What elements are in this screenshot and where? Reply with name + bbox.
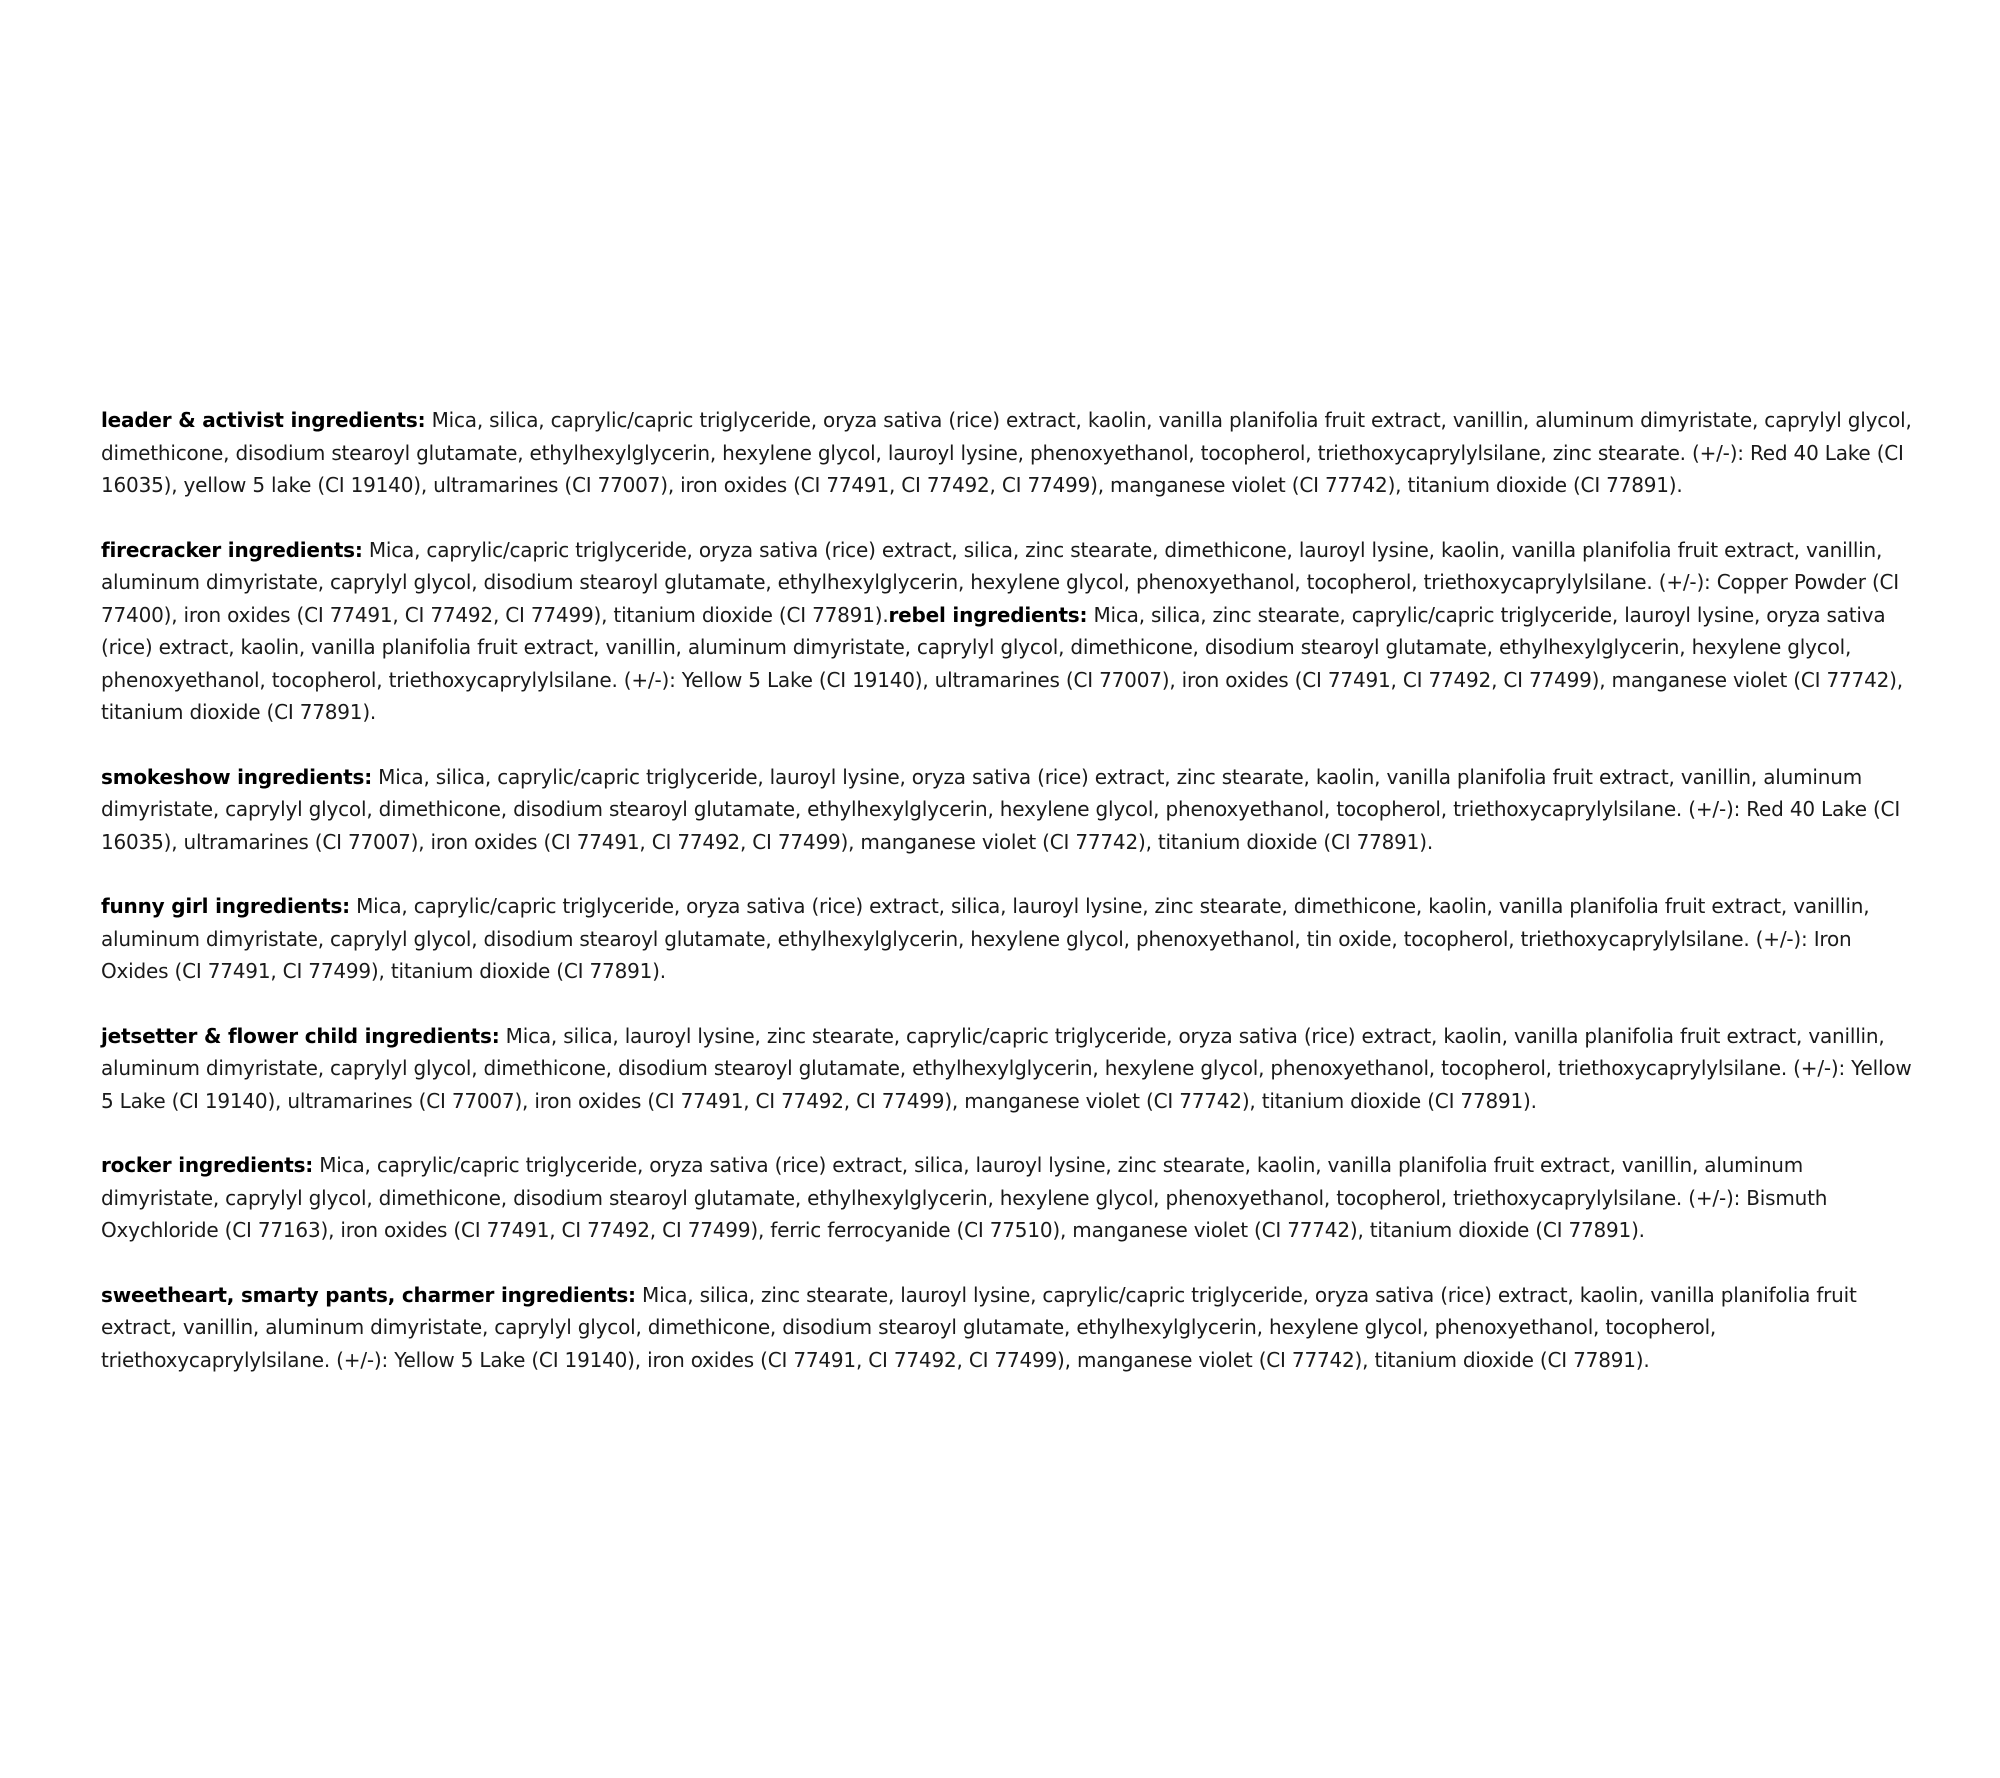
shade-name: funny girl ingredients:	[101, 894, 350, 918]
ingredients-paragraph-rocker	[101, 1149, 1916, 1247]
shade-name: rebel ingredients:	[888, 602, 1088, 627]
shade-name: leader & activist ingredients:	[101, 408, 426, 432]
ingredient-list: Mica, caprylic/capric triglyceride, oryza sativa (rice) extract, silica, lauroyl lysine, zinc stearate, dimethicone, kaolin, vanilla planifolia fruit extract, vanillin, aluminum dimyristate, caprylyl glycol, disodium stearoyl glutamate, ethylhexylglycerin, hexylene glycol, phenoxyethanol, tin oxide, tocopherol, triethoxycaprylylsilane. (+/-): Iron Oxides (CI 77491, CI 77499), titanium dioxide (CI 77891).	[101, 894, 1870, 983]
ingredient-list: Mica, silica, lauroyl lysine, zinc stearate, caprylic/capric triglyceride, oryza sativa (rice) extract, kaolin, vanilla planifolia fruit extract, vanillin, aluminum dimyristate, caprylyl glycol, dimethicone, disodium stearoyl glutamate, ethylhexylglycerin, hexylene glycol, phenoxyethanol, tocopherol, triethoxycaprylylsilane. (+/-): Yellow 5 Lake (CI 19140), ultramarines (CI 77007), iron oxides (CI 77491, CI 77492, CI 77499), manganese violet (CI 77742), titanium dioxide (CI 77891).	[101, 1023, 1912, 1113]
ingredient-list: Mica, silica, caprylic/capric triglyceride, oryza sativa (rice) extract, kaolin, vanilla planifolia fruit extract, vanillin, aluminum dimyristate, caprylyl glycol, dimethicone, disodium stearoyl glutamate, ethylhexylglycerin, hexylene glycol, lauroyl lysine, phenoxyethanol, tocopherol, triethoxycaprylylsilane, zinc stearate. (+/-): Red 40 Lake (CI 16035), yellow 5 lake (CI 19140), ultramarines (CI 77007), iron oxides (CI 77491, CI 77492, CI 77499), manganese violet (CI 77742), titanium dioxide (CI 77891).	[101, 408, 1912, 497]
ingredients-paragraph-firecracker-rebel	[101, 534, 1916, 729]
shade-name: sweetheart, smarty pants, charmer ingredients:	[101, 1282, 636, 1307]
ingredient-list: Mica, silica, zinc stearate, caprylic/capric triglyceride, lauroyl lysine, oryza sativa (rice) extract, kaolin, vanilla planifolia fruit extract, vanillin, aluminum dimyristate, caprylyl glycol, dimethicone, disodium stearoyl glutamate, ethylhexylglycerin, hexylene glycol, phenoxyethanol, tocopherol, triethoxycaprylylsilane. (+/-): Yellow 5 Lake (CI 19140), ultramarines (CI 77007), iron oxides (CI 77491, CI 77492, CI 77499), manganese violet (CI 77742), titanium dioxide (CI 77891).	[101, 602, 1903, 724]
ingredients-paragraph-leader-activist	[101, 404, 1916, 502]
ingredient-list: Mica, caprylic/capric triglyceride, oryza sativa (rice) extract, silica, zinc stearate, dimethicone, lauroyl lysine, kaolin, vanilla planifolia fruit extract, vanillin, aluminum dimyristate, caprylyl glycol, disodium stearoyl glutamate, ethylhexylglycerin, hexylene glycol, phenoxyethanol, tocopherol, triethoxycaprylylsilane. (+/-): Copper Powder (CI 77400), iron oxides (CI 77491, CI 77492, CI 77499), titanium dioxide (CI 77891).	[101, 537, 1900, 627]
ingredient-list: Mica, silica, zinc stearate, lauroyl lysine, caprylic/capric triglyceride, oryza sativa (rice) extract, kaolin, vanilla planifolia fruit extract, vanillin, aluminum dimyristate, caprylyl glycol, dimethicone, disodium stearoyl glutamate, ethylhexylglycerin, hexylene glycol, phenoxyethanol, tocopherol, triethoxycaprylylsilane. (+/-): Yellow 5 Lake (CI 19140), iron oxides (CI 77491, CI 77492, CI 77499), manganese violet (CI 77742), titanium dioxide (CI 77891).	[101, 1282, 1857, 1372]
ingredients-paragraph-funny-girl	[101, 890, 1916, 988]
shade-name: jetsetter & flower child ingredients:	[101, 1023, 500, 1048]
shade-name: rocker ingredients:	[101, 1153, 314, 1177]
shade-name: firecracker ingredients:	[101, 537, 363, 562]
ingredients-paragraph-smokeshow	[101, 761, 1916, 859]
ingredient-list: Mica, caprylic/capric triglyceride, oryza sativa (rice) extract, silica, lauroyl lysine, zinc stearate, kaolin, vanilla planifolia fruit extract, vanillin, aluminum dimyristate, caprylyl glycol, dimethicone, disodium stearoyl glutamate, ethylhexylglycerin, hexylene glycol, phenoxyethanol, tocopherol, triethoxycaprylylsilane. (+/-): Bismuth Oxychloride (CI 77163), iron oxides (CI 77491, CI 77492, CI 77499), ferric ferrocyanide (CI 77510), manganese violet (CI 77742), titanium dioxide (CI 77891).	[101, 1153, 1828, 1242]
shade-name: smokeshow ingredients:	[101, 764, 373, 789]
ingredients-document	[101, 404, 1916, 1408]
ingredients-paragraph-sweetheart-smarty-pants-charmer	[101, 1279, 1916, 1377]
ingredients-paragraph-jetsetter-flower-child	[101, 1020, 1916, 1118]
ingredient-list: Mica, silica, caprylic/capric triglyceride, lauroyl lysine, oryza sativa (rice) extract, zinc stearate, kaolin, vanilla planifolia fruit extract, vanillin, aluminum dimyristate, caprylyl glycol, dimethicone, disodium stearoyl glutamate, ethylhexylglycerin, hexylene glycol, phenoxyethanol, tocopherol, triethoxycaprylylsilane. (+/-): Red 40 Lake (CI 16035), ultramarines (CI 77007), iron oxides (CI 77491, CI 77492, CI 77499), manganese violet (CI 77742), titanium dioxide (CI 77891).	[101, 764, 1901, 854]
